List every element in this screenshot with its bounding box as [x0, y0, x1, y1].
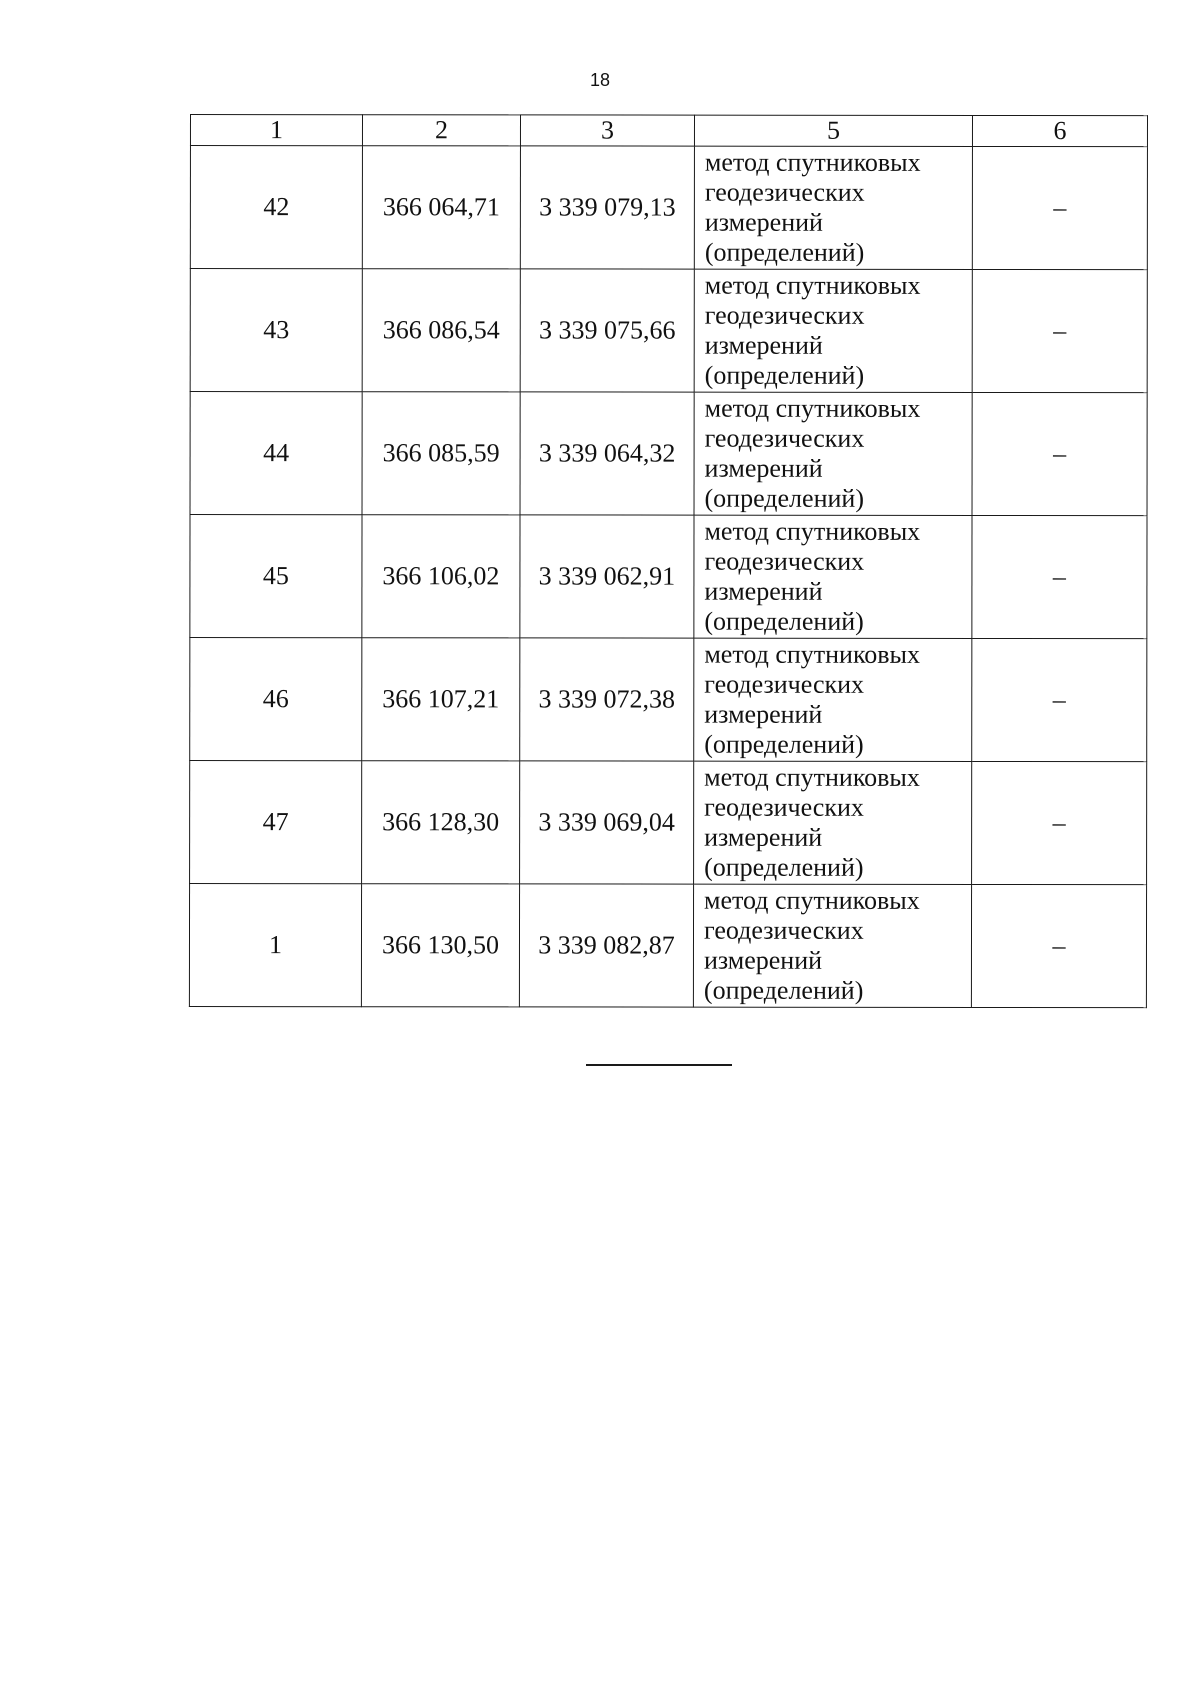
cell-x: 366 086,54	[362, 269, 520, 392]
cell-x: 366 064,71	[362, 146, 520, 269]
method-line: измерений	[704, 207, 823, 237]
method-line: измерений	[704, 822, 823, 852]
cell-point: 46	[190, 638, 362, 761]
method-line: измерений	[703, 945, 823, 975]
cell-y: 3 339 062,91	[520, 515, 694, 638]
cell-col6: –	[972, 269, 1147, 392]
cell-method	[694, 392, 972, 515]
cell-y: 3 339 072,38	[520, 638, 694, 761]
method-line: (определений)	[704, 360, 865, 390]
cell-y: 3 339 082,87	[519, 884, 693, 1007]
table-header	[190, 115, 1147, 147]
table-row	[190, 146, 1147, 270]
cell-method	[693, 884, 971, 1007]
table-row	[189, 884, 1146, 1008]
cell-point: 42	[190, 146, 362, 269]
cell-point: 44	[190, 392, 362, 515]
cell-method	[694, 761, 972, 884]
header-col-6: 6	[972, 115, 1147, 146]
header-col-2: 2	[362, 115, 520, 146]
method-line: (определений)	[704, 606, 864, 636]
end-of-document-line	[586, 1064, 732, 1066]
cell-x: 366 107,21	[362, 638, 520, 761]
method-line: метод спутниковых	[704, 147, 921, 177]
page-number: 18	[589, 70, 611, 90]
method-line: геодезических	[704, 792, 864, 822]
cell-y: 3 339 069,04	[520, 761, 694, 884]
method-line: метод спутниковых	[704, 270, 921, 300]
cell-method	[694, 515, 972, 638]
header-col-5: 5	[694, 115, 972, 146]
cell-x: 366 128,30	[362, 761, 520, 884]
cell-x: 366 085,59	[362, 392, 520, 515]
cell-point: 45	[190, 515, 362, 638]
header-row	[190, 115, 1147, 147]
cell-point: 43	[190, 269, 362, 392]
cell-y: 3 339 064,32	[520, 392, 694, 515]
cell-col6: –	[972, 392, 1147, 515]
method-line: геодезических	[704, 177, 865, 207]
table-row	[190, 269, 1147, 393]
cell-method	[694, 269, 972, 392]
cell-col6: –	[971, 884, 1146, 1007]
method-line: геодезических	[704, 669, 865, 699]
method-line: метод спутниковых	[704, 885, 920, 915]
method-line: (определений)	[703, 975, 864, 1005]
method-line: измерений	[704, 576, 823, 606]
method-line: метод спутниковых	[704, 639, 921, 669]
table-body	[189, 146, 1147, 1008]
cell-y: 3 339 075,66	[520, 269, 694, 392]
table-row	[190, 392, 1147, 516]
method-line: метод спутниковых	[704, 393, 921, 423]
table-row	[190, 761, 1147, 885]
cell-col6: –	[972, 638, 1147, 761]
table-row	[190, 638, 1147, 762]
method-line: (определений)	[704, 237, 865, 267]
method-line: измерений	[704, 453, 823, 483]
table-row	[190, 515, 1147, 639]
cell-method	[694, 146, 972, 269]
cell-x: 366 106,02	[362, 515, 520, 638]
header-col-1: 1	[190, 115, 362, 146]
cell-col6: –	[972, 761, 1147, 884]
method-line: измерений	[704, 699, 823, 729]
method-line: измерений	[704, 330, 823, 360]
cell-col6: –	[972, 146, 1147, 269]
cell-col6: –	[972, 515, 1147, 638]
method-line: (определений)	[704, 483, 865, 513]
cell-point: 1	[189, 884, 361, 1007]
method-line: (определений)	[704, 852, 864, 882]
method-line: метод спутниковых	[704, 762, 920, 792]
method-line: геодезических	[703, 915, 864, 945]
cell-point: 47	[190, 761, 362, 884]
method-line: (определений)	[704, 729, 864, 759]
method-line: геодезических	[704, 423, 865, 453]
header-col-3: 3	[520, 115, 694, 146]
method-line: геодезических	[704, 300, 865, 330]
coordinates-table	[189, 114, 1148, 1008]
cell-x: 366 130,50	[361, 884, 519, 1007]
method-line: геодезических	[704, 546, 865, 576]
cell-method	[694, 638, 972, 761]
cell-y: 3 339 079,13	[520, 146, 694, 269]
method-line: метод спутниковых	[704, 516, 921, 546]
